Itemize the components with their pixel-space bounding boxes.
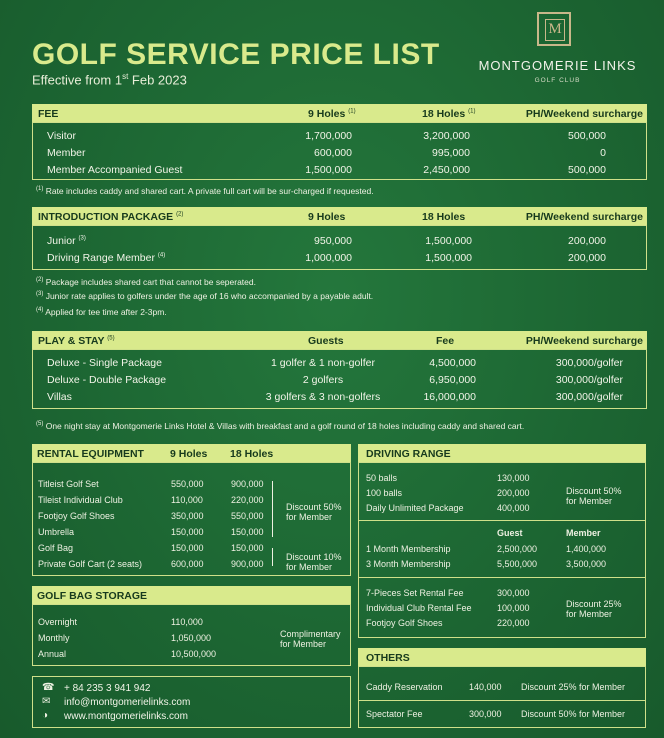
- range-rental-price: 300,000: [497, 588, 530, 598]
- rental-row-name: Footjoy Golf Shoes: [38, 511, 115, 521]
- storage-header: GOLF BAG STORAGE: [32, 586, 351, 604]
- range-rent-discount: Discount 25% for Member: [566, 599, 622, 619]
- rental-bracket-1: [272, 481, 273, 537]
- intro-row-name: Junior $^{(3)}$: [47, 235, 86, 247]
- range-membership-name: 3 Month Membership: [366, 559, 451, 569]
- play-row-name: Deluxe - Single Package: [47, 357, 162, 369]
- play-row-fee: 4,500,000: [429, 357, 476, 369]
- play-row-guests: 3 golfers & 3 non-golfers: [265, 391, 381, 403]
- contact-phone[interactable]: + 84 235 3 941 942: [64, 683, 151, 694]
- storage-row-price: 1,050,000: [171, 633, 212, 643]
- play-row-surcharge: 300,000/golfer: [555, 357, 623, 369]
- rental-row-18holes: 150,000: [231, 543, 264, 553]
- others-row-discount: Discount 25% for Member: [521, 682, 626, 692]
- storage-note: Complimentary for Member: [280, 629, 341, 649]
- storage-row-name: Monthly: [38, 633, 70, 643]
- fee-row-9holes: 600,000: [314, 147, 352, 159]
- play-row-surcharge: 300,000/golfer: [555, 391, 623, 403]
- contact-web[interactable]: www.montgomerielinks.com: [64, 711, 188, 722]
- play-row-guests: 1 golfer & 1 non-golfer: [271, 357, 375, 369]
- others-row-price: 140,000: [469, 682, 502, 692]
- intro-row-9holes: 950,000: [314, 235, 352, 247]
- rental-header: RENTAL EQUIPMENT 9 Holes 18 Holes: [32, 444, 351, 462]
- fee-row-name: Member: [47, 147, 86, 159]
- range-balls-discount: Discount 50% for Member: [566, 486, 622, 506]
- others-row-name: Caddy Reservation: [366, 682, 443, 692]
- rental-row-18holes: 550,000: [231, 511, 264, 521]
- logo-icon: M: [537, 12, 571, 46]
- page-title: GOLF SERVICE PRICE LIST: [32, 38, 440, 71]
- fee-row-18holes: 3,200,000: [423, 130, 470, 142]
- fee-row-surcharge: 500,000: [568, 130, 606, 142]
- others-row-price: 300,000: [469, 709, 502, 719]
- range-header: DRIVING RANGE: [358, 444, 646, 462]
- globe-icon: ◑: [42, 710, 49, 721]
- fee-row-18holes: 2,450,000: [423, 164, 470, 176]
- intro-row-18holes: 1,500,000: [425, 252, 472, 264]
- rental-row-name: Umbrella: [38, 527, 75, 537]
- rental-row-18holes: 900,000: [231, 479, 264, 489]
- intro-row-surcharge: 200,000: [568, 235, 606, 247]
- rental-row-9holes: 600,000: [171, 559, 204, 569]
- rental-row-name: Tileist Individual Club: [38, 495, 123, 505]
- fee-row-name: Member Accompanied Guest: [47, 164, 183, 176]
- intro-row-name: Driving Range Member $^{(4)}$: [47, 252, 166, 264]
- play-row-surcharge: 300,000/golfer: [555, 374, 623, 386]
- intro-row-9holes: 1,000,000: [305, 252, 352, 264]
- range-membership-guest: 2,500,000: [497, 544, 538, 554]
- range-ball-name: 50 balls: [366, 473, 398, 483]
- rental-discount-50: Discount 50% for Member: [286, 502, 342, 522]
- range-ball-name: 100 balls: [366, 488, 403, 498]
- intro-note: $^{(4)}$ Applied for tee time after 2-3pm.: [36, 307, 167, 317]
- range-rental-price: 100,000: [497, 603, 530, 613]
- rental-row-18holes: 900,000: [231, 559, 264, 569]
- rental-row-9holes: 110,000: [171, 495, 203, 505]
- fee-row-surcharge: 500,000: [568, 164, 606, 176]
- others-header: OTHERS: [358, 648, 646, 666]
- rental-discount-10: Discount 10% for Member: [286, 552, 342, 572]
- brand-name: MONTGOMERIE LINKS: [478, 58, 637, 73]
- brand-subtitle: GOLF CLUB: [534, 77, 581, 84]
- range-col-member: Member: [566, 528, 601, 538]
- rental-row-9holes: 150,000: [171, 527, 204, 537]
- range-membership-member: 1,400,000: [566, 544, 607, 554]
- rental-bracket-2: [272, 548, 273, 566]
- play-row-fee: 6,950,000: [429, 374, 476, 386]
- phone-icon: ☎: [42, 682, 55, 693]
- range-ball-price: 130,000: [497, 473, 530, 483]
- range-membership-name: 1 Month Membership: [366, 544, 451, 554]
- intro-row-18holes: 1,500,000: [425, 235, 472, 247]
- rental-row-18holes: 220,000: [231, 495, 264, 505]
- play-row-name: Deluxe - Double Package: [47, 374, 167, 386]
- range-membership-member: 3,500,000: [566, 559, 607, 569]
- fee-row-surcharge: 0: [600, 147, 606, 159]
- range-divider-2: [358, 577, 646, 578]
- others-row-discount: Discount 50% for Member: [521, 709, 626, 719]
- intro-note: $^{(2)}$ Package includes shared cart that cannot be seperated.: [36, 277, 256, 287]
- rental-row-9holes: 150,000: [171, 543, 204, 553]
- email-icon: ✉: [42, 696, 51, 707]
- fee-row-18holes: 995,000: [432, 147, 470, 159]
- intro-note: $^{(3)}$ Junior rate applies to golfers under the age of 16 who accompanied by a payable adult.: [36, 291, 374, 301]
- range-ball-price: 400,000: [497, 503, 530, 513]
- play-header: PLAY & STAY $^{(5)}$ Guests Fee PH/Weekend surcharge: [32, 331, 647, 349]
- storage-row-price: 10,500,000: [171, 649, 217, 659]
- storage-row-price: 110,000: [171, 617, 203, 627]
- play-row-guests: 2 golfers: [302, 374, 344, 386]
- effective-date: Effective from 1st Feb 2023: [32, 72, 187, 88]
- range-ball-name: Daily Unlimited Package: [366, 503, 464, 513]
- play-row-fee: 16,000,000: [423, 391, 476, 403]
- rental-row-name: Golf Bag: [38, 543, 74, 553]
- intro-row-surcharge: 200,000: [568, 252, 606, 264]
- rental-row-name: Titleist Golf Set: [38, 479, 99, 489]
- fee-row-name: Visitor: [47, 130, 76, 142]
- storage-row-name: Annual: [38, 649, 67, 659]
- play-note: $^{(5)}$ One night stay at Montgomerie Links Hotel & Villas with breakfast and a golf round of 18 holes including caddy and shared cart.: [36, 421, 525, 431]
- range-divider-1: [358, 520, 646, 521]
- range-col-guest: Guest: [497, 528, 523, 538]
- range-rental-price: 220,000: [497, 618, 530, 628]
- fee-note: $^{(1)}$ Rate includes caddy and shared cart. A private full cart will be sur-charged if requested.: [36, 186, 374, 196]
- range-rental-name: Individual Club Rental Fee: [366, 603, 472, 613]
- intro-header: INTRODUCTION PACKAGE $^{(2)}$ 9 Holes 18 Holes PH/Weekend surcharge: [32, 207, 647, 225]
- play-row-name: Villas: [47, 391, 72, 403]
- range-membership-guest: 5,500,000: [497, 559, 538, 569]
- contact-email[interactable]: info@montgomerielinks.com: [64, 697, 191, 708]
- fee-row-9holes: 1,700,000: [305, 130, 352, 142]
- rental-row-9holes: 350,000: [171, 511, 204, 521]
- others-divider: [358, 700, 646, 701]
- storage-row-name: Overnight: [38, 617, 78, 627]
- fee-row-9holes: 1,500,000: [305, 164, 352, 176]
- rental-row-name: Private Golf Cart (2 seats): [38, 559, 143, 569]
- range-rental-name: 7-Pieces Set Rental Fee: [366, 588, 464, 598]
- fee-header: FEE 9 Holes $^{(1)}$ 18 Holes $^{(1)}$ PH/Weekend surcharge: [32, 104, 647, 122]
- range-ball-price: 200,000: [497, 488, 530, 498]
- rental-row-9holes: 550,000: [171, 479, 204, 489]
- range-rental-name: Footjoy Golf Shoes: [366, 618, 443, 628]
- rental-row-18holes: 150,000: [231, 527, 264, 537]
- others-row-name: Spectator Fee: [366, 709, 423, 719]
